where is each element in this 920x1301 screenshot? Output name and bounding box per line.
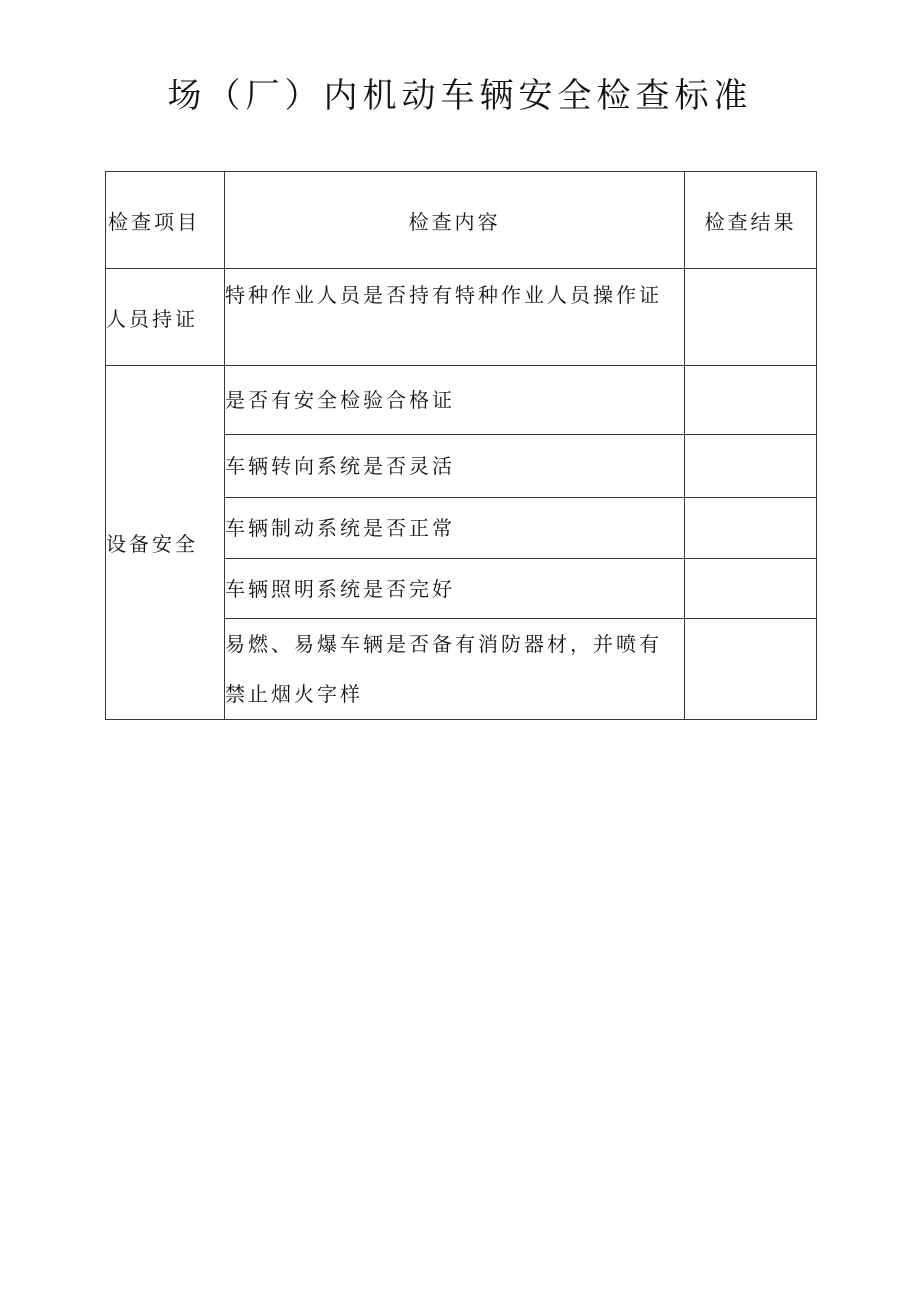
check-content-cell: 特种作业人员是否持有特种作业人员操作证: [225, 269, 685, 366]
category-equipment-safety: 设备安全: [106, 366, 225, 720]
table-row: [106, 269, 817, 366]
table-header-row: [106, 172, 817, 269]
check-content-cell: 车辆照明系统是否完好: [225, 559, 685, 619]
check-result-cell[interactable]: [685, 435, 817, 498]
category-personnel-certification: 人员持证: [106, 269, 225, 366]
check-content-cell: 车辆转向系统是否灵活: [225, 435, 685, 498]
check-result-cell[interactable]: [685, 498, 817, 559]
header-check-content: 检查内容: [225, 172, 685, 269]
check-result-cell[interactable]: [685, 366, 817, 435]
check-result-cell[interactable]: [685, 269, 817, 366]
header-check-result: 检查结果: [685, 172, 817, 269]
check-content-cell: 车辆制动系统是否正常: [225, 498, 685, 559]
check-result-cell[interactable]: [685, 559, 817, 619]
header-check-item: 检查项目: [106, 172, 225, 269]
check-result-cell[interactable]: [685, 619, 817, 720]
inspection-table: [105, 171, 817, 720]
page-title: 场（厂）内机动车辆安全检查标准: [167, 76, 753, 116]
table-row: [106, 366, 817, 435]
check-content-cell: 是否有安全检验合格证: [225, 366, 685, 435]
check-content-cell: 易燃、易爆车辆是否备有消防器材，并喷有禁止烟火字样: [225, 619, 685, 720]
